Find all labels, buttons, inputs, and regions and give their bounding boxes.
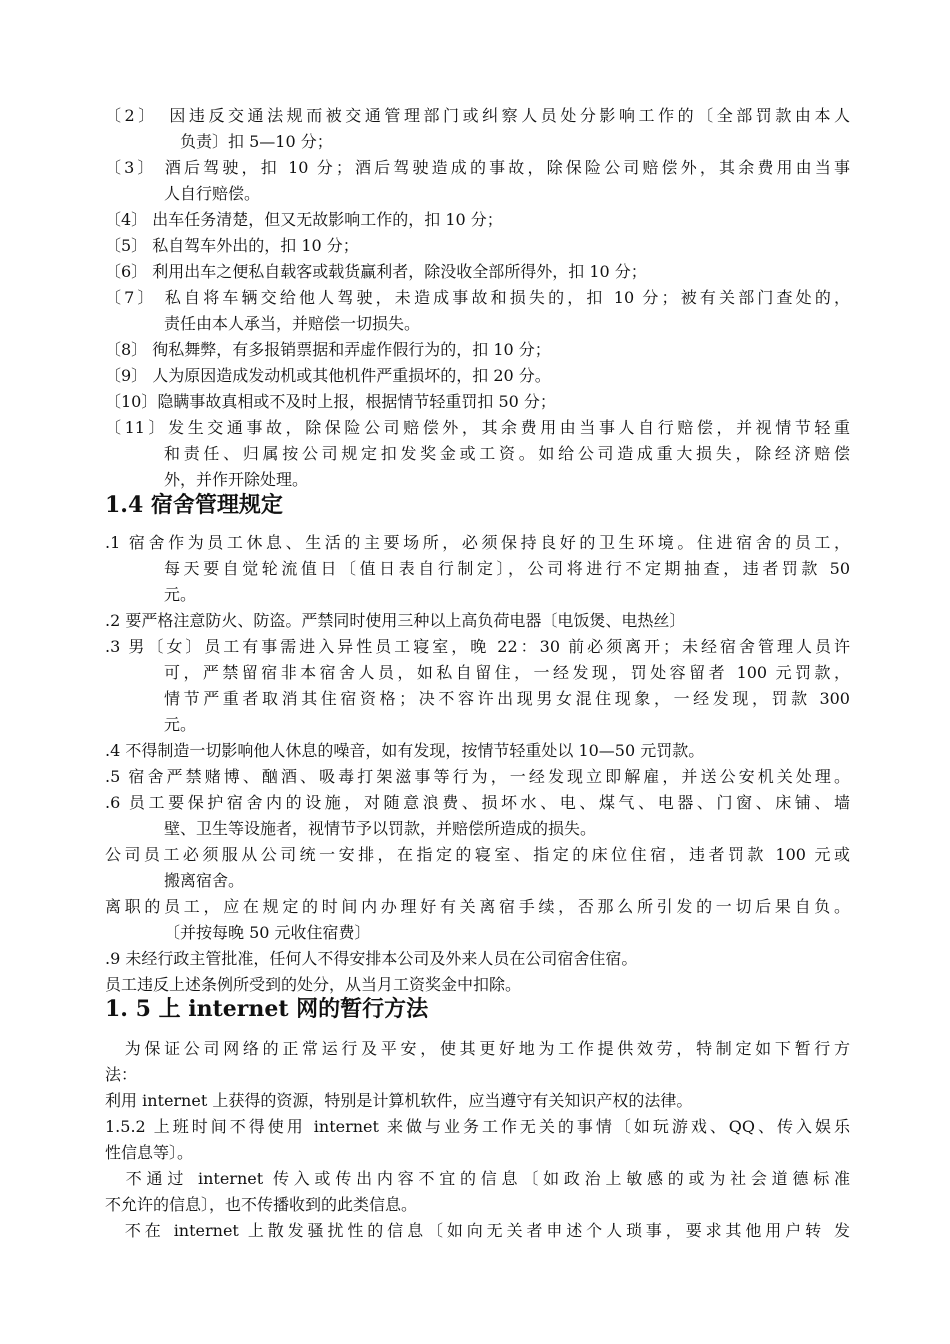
list-item: 〔11〕发生交通事故，除保险公司赔偿外，其余费用由当事人自行赔偿，并视情节轻重: [105, 418, 850, 437]
paragraph-line: 为保证公司网络的正常运行及平安，使其更好地为工作提供效劳，特制定如下暂行方: [105, 1039, 850, 1058]
list-item: 〔10〕隐瞒事故真相或不及时上报，根据情节轻重罚扣 50 分；: [105, 392, 556, 411]
list-item-continuation: 负责〕扣 5—10 分；: [180, 132, 333, 151]
list-item: 员工违反上述条例所受到的处分，从当月工资奖金中扣除。: [105, 975, 522, 994]
paragraph-line: 性信息等〕。: [105, 1143, 194, 1162]
list-item: .1 宿舍作为员工休息、生活的主要场所，必须保持良好的卫生环境。住进宿舍的员工，: [105, 533, 850, 552]
list-item-continuation: 可，严禁留宿非本宿舍人员，如私自留住，一经发现，罚处容留者 100 元罚款，: [164, 663, 850, 682]
list-item: 离职的员工，应在规定的时间内办理好有关离宿手续，否那么所引发的一切后果自负。: [105, 897, 850, 916]
list-item: 公司员工必须服从公司统一安排，在指定的寝室、指定的床位住宿，违者罚款 100 元或: [105, 845, 850, 864]
list-item-continuation: 每天要自觉轮流值日〔值日表自行制定〕，公司将进行不定期抽查，违者罚款 50: [164, 559, 850, 578]
paragraph-line: 法：: [105, 1065, 138, 1084]
list-item-continuation: 元。: [164, 585, 197, 604]
paragraph-line: 利用 internet 上获得的资源，特别是计算机软件，应当遵守有关知识产权的法律。: [105, 1091, 693, 1110]
list-item-continuation: 责任由本人承当，并赔偿一切损失。: [164, 314, 421, 333]
list-item: 〔8〕 徇私舞弊，有多报销票据和弄虚作假行为的，扣 10 分；: [105, 340, 551, 359]
list-item-continuation: 情节严重者取消其住宿资格；决不容许出现男女混住现象，一经发现，罚款 300: [164, 689, 850, 708]
list-item: 〔7〕 私自将车辆交给他人驾驶，未造成事故和损失的，扣 10 分；被有关部门查处的，: [105, 288, 850, 307]
list-item: 〔5〕 私自驾车外出的，扣 10 分；: [105, 236, 359, 255]
list-item-continuation: 外，并作开除处理。: [164, 470, 309, 489]
list-item: 〔2〕 因违反交通法规而被交通管理部门或纠察人员处分影响工作的〔全部罚款由本人: [105, 106, 850, 125]
list-item-continuation: 和责任、归属按公司规定扣发奖金或工资。如给公司造成重大损失，除经济赔偿: [164, 444, 850, 463]
list-item: 〔6〕 利用出车之便私自载客或载货赢利者，除没收全部所得外，扣 10 分；: [105, 262, 647, 281]
list-item-continuation: 〔并按每晚 50 元收住宿费〕: [164, 923, 371, 942]
list-item-continuation: 元。: [164, 715, 197, 734]
list-item-continuation: 壁、卫生等设施者，视情节予以罚款，并赔偿所造成的损失。: [164, 819, 597, 838]
section-heading-internet: 1. 5 上 internet 网的暂行方法: [105, 996, 429, 1022]
list-item: 〔3〕 酒后驾驶，扣 10 分；酒后驾驶造成的事故，除保险公司赔偿外，其余费用由当事: [105, 158, 850, 177]
list-item-continuation: 人自行赔偿。: [164, 184, 261, 203]
list-item: .2 要严格注意防火、防盗。严禁同时使用三种以上高负荷电器〔电饭煲、电热丝〕: [105, 611, 686, 630]
list-item-continuation: 搬离宿舍。: [164, 871, 245, 890]
list-item: .3 男〔女〕员工有事需进入异性员工寝室，晚 22：30 前必须离开；未经宿舍管理人员许: [105, 637, 850, 656]
list-item: .5 宿舍严禁赌博、酗酒、吸毒打架滋事等行为，一经发现立即解雇，并送公安机关处理。: [105, 767, 850, 786]
section-heading-dorm: 1.4 宿舍管理规定: [105, 492, 283, 518]
paragraph-line: 不通过 internet 传入或传出内容不宜的信息〔如政治上敏感的或为社会道德标准: [105, 1169, 850, 1188]
list-item: 〔9〕 人为原因造成发动机或其他机件严重损坏的，扣 20 分。: [105, 366, 551, 385]
list-item: 〔4〕 出车任务清楚，但又无故影响工作的，扣 10 分；: [105, 210, 503, 229]
paragraph-line: 不允许的信息〕，也不传播收到的此类信息。: [105, 1195, 418, 1214]
list-item: .6 员工要保护宿舍内的设施，对随意浪费、损坏水、电、煤气、电器、门窗、床铺、墙: [105, 793, 850, 812]
list-item: .9 未经行政主管批准，任何人不得安排本公司及外来人员在公司宿舍住宿。: [105, 949, 638, 968]
list-item: .4 不得制造一切影响他人休息的噪音，如有发现，按情节轻重处以 10—50 元罚款。: [105, 741, 705, 760]
paragraph-line: 1.5.2 上班时间不得使用 internet 来做与业务工作无关的事情〔如玩游戏、QQ、传入娱乐: [105, 1117, 850, 1136]
paragraph-line: 不在 internet 上散发骚扰性的信息〔如向无关者申述个人琐事，要求其他用户转 发: [105, 1221, 850, 1240]
